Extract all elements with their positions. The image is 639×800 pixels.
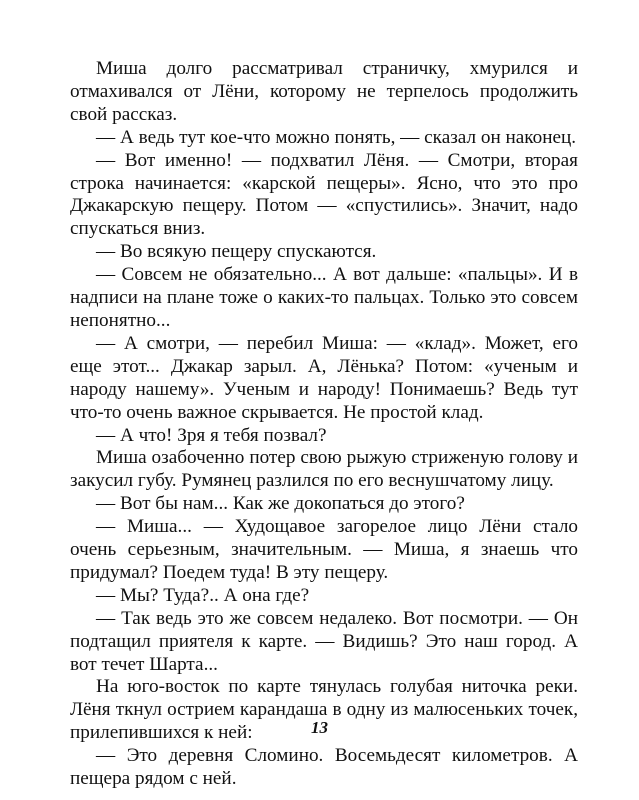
paragraph-11: — Мы? Туда?.. А она где? — [96, 584, 310, 606]
paragraph-5: — Совсем не обязательно... А вот дальше: «пальцы». И в надписи на плане тоже о каких-то пальцах. Только это совсем непонятно... — [70, 264, 578, 331]
paragraph-10: — Миша... — Худощавое загорелое лицо Лёни стало очень серьезным, значительным. — Миша, я знаешь что придумал? Поедем туда! В эту пещеру. — [70, 516, 578, 583]
paragraph-3: — Вот именно! — подхватил Лёня. — Смотри, вторая строка начинается: «карской пещеры». Ясно, что это про Джакарскую пещеру. Потом — «спустились». Значит, надо спускаться вниз. — [70, 149, 578, 240]
paragraph-6: — А смотри, — перебил Миша: — «клад». Может, его еще этот... Джакар зарыл. А, Лёнька? Потом: «ученым и народу нашему». Ученым и народу! Понимаешь? Ведь тут что-то очень важное скрывается. Не простой клад. — [70, 332, 578, 423]
paragraph-8: Миша озабоченно потер свою рыжую стриженую голову и закусил губу. Румянец разлился по его веснушчатому лицу. — [70, 447, 578, 492]
paragraph-4: — Во всякую пещеру спускаются. — [96, 241, 377, 263]
body-text — [70, 58, 578, 791]
paragraph-2: — А ведь тут кое-что можно понять, — сказал он наконец. — [96, 126, 577, 148]
paragraph-14: — Это деревня Сломино. Восемьдесят километров. А пещера рядом с ней. — [70, 745, 578, 790]
page-number: 13 — [311, 718, 328, 737]
paragraph-7: — А что! Зря я тебя позвал? — [96, 424, 327, 446]
paragraph-1: Миша долго рассматривал страничку, хмурился и отмахивался от Лёни, которому не терпелось продолжить свой рассказ. — [70, 58, 578, 125]
paragraph-12: — Так ведь это же совсем недалеко. Вот посмотри. — Он подтащил приятеля к карте. — Видишь? Это наш город. А вот течет Шарта... — [70, 607, 578, 675]
paragraph-9: — Вот бы нам... Как же докопаться до этого? — [96, 493, 465, 515]
paragraph-13: На юго-восток по карте тянулась голубая ниточка реки. Лёня ткнул острием карандаша в одну из малюсеньких точек, прилепившихся к ней: — [70, 676, 578, 744]
